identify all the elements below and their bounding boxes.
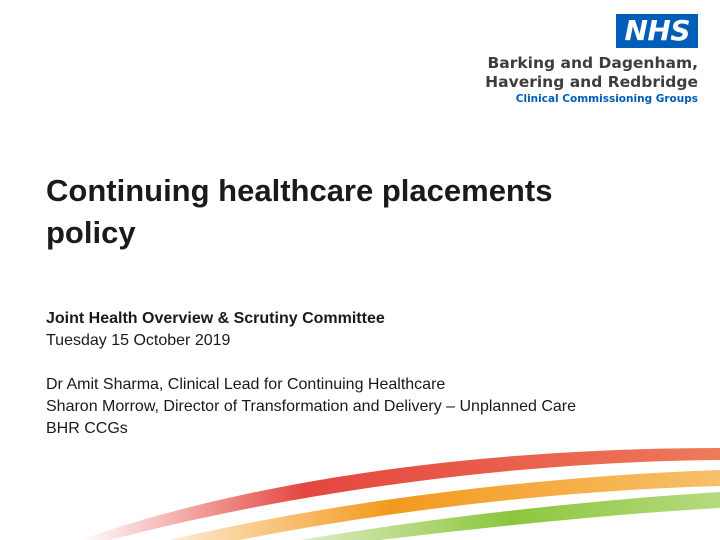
org-name-line-1: Barking and Dagenham, bbox=[487, 54, 698, 72]
presenter-1: Dr Amit Sharma, Clinical Lead for Continuing Healthcare bbox=[46, 376, 446, 393]
committee-name: Joint Health Overview & Scrutiny Committee bbox=[46, 310, 385, 327]
meeting-date: Tuesday 15 October 2019 bbox=[46, 332, 231, 349]
presenter-2: Sharon Morrow, Director of Transformation and Delivery – Unplanned Care bbox=[46, 398, 577, 415]
nhs-logo bbox=[485, 14, 698, 106]
meeting-details bbox=[46, 308, 706, 440]
org-name-line-2: Havering and Redbridge bbox=[485, 73, 698, 91]
slide-title bbox=[46, 170, 686, 254]
decorative-swoosh bbox=[0, 430, 720, 540]
spacer bbox=[46, 352, 706, 374]
nhs-badge: NHS bbox=[616, 14, 698, 48]
title-line-2: policy bbox=[46, 215, 136, 250]
presenter-3: BHR CCGs bbox=[46, 420, 128, 437]
org-subtitle: Clinical Commissioning Groups bbox=[515, 93, 698, 105]
title-line-1: Continuing healthcare placements bbox=[46, 173, 553, 208]
